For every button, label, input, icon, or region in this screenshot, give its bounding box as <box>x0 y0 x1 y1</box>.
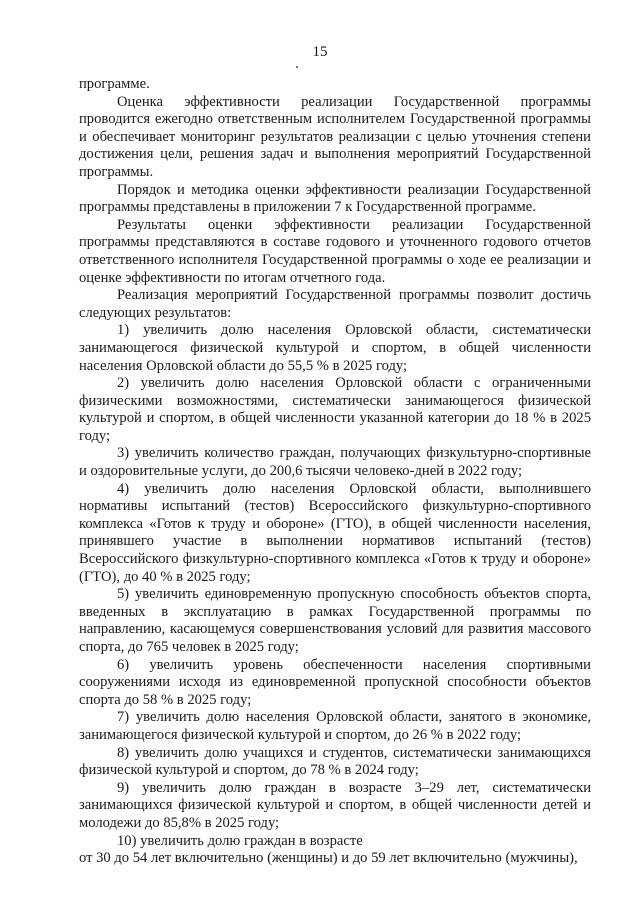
paragraph-expected-results-intro: Реализация мероприятий Государственной программы позволит достичь следующих результатов: <box>79 287 591 321</box>
list-item-8: 8) увеличить долю учащихся и студентов, систематически занимающихся физической культурой и спортом, до 78 % в 2024 году; <box>79 744 591 779</box>
list-item-10-continuation: от 30 до 54 лет включительно (женщины) и до 59 лет включительно (мужчины), <box>79 850 578 867</box>
list-item-1: 1) увеличить долю населения Орловской области, систематически занимающегося физической культурой и спортом, в общей численности населения Орловской области до 55,5 % в 2025 году; <box>79 322 591 374</box>
page-number: 15 <box>312 44 328 60</box>
list-item-3: 3) увеличить количество граждан, получающих физкультурно-спортивные и оздоровительные услуги, до 200,6 тысячи человеко-дней в 2022 году; <box>79 445 591 480</box>
list-item-4: 4) увеличить долю населения Орловской области, выполнившего нормативы испытаний (тестов) Всероссийского физкультурно-спортивного комплекса «Готов к труду и обороне» (ГТО), в общей численности населения, принявшего участие в выполнении нормативов испытаний (тестов) Всероссийского физкультурно-спортивного комплекса «Готов к труду и обороне» (ГТО), до 40 % в 2025 году; <box>79 480 591 585</box>
paragraph-continuation: программе. <box>79 76 150 92</box>
paragraph-evaluation: Оценка эффективности реализации Государственной программы проводится ежегодно ответственным исполнителем Государственной программы и обеспечивает мониторинг результатов реализации с целью уточнения степени достижения цели, решения задач и выполнения мероприятий Государственной программы. <box>79 93 591 180</box>
body-text <box>79 76 591 868</box>
list-item-2: 2) увеличить долю населения Орловской области с ограниченными физическими возможностями, систематически занимающегося физической культурой и спортом, в общей численности указанной категории до 18 % в 2025 году; <box>79 375 591 444</box>
list-item-6: 6) увеличить уровень обеспеченности населения спортивными сооружениями исходя из единовременной пропускной способности объектов спорта до 58 % в 2025 году; <box>79 656 591 708</box>
list-item-10: 10) увеличить долю граждан в возрасте <box>117 832 363 849</box>
paragraph-methodology: Порядок и методика оценки эффективности реализации Государственной программы представлены в приложении 7 к Государственной программе. <box>79 181 591 216</box>
paragraph-results-reporting: Результаты оценки эффективности реализации Государственной программы представляются в составе годового и уточненного годового отчетов ответственного исполнителя Государственной программы о ходе ее реализации и оценке эффективности по итогам отчетного года. <box>79 216 591 286</box>
list-item-9: 9) увеличить долю граждан в возрасте 3–29 лет, систематически занимающихся физической культурой и спортом, в общей численности детей и молодежи до 85,8% в 2025 году; <box>79 779 591 831</box>
list-item-7: 7) увеличить долю населения Орловской области, занятого в экономике, занимающегося физической культурой и спортом, до 26 % в 2022 году; <box>79 709 591 743</box>
scan-speck <box>296 66 298 68</box>
list-item-5: 5) увеличить единовременную пропускную способность объектов спорта, введенных в эксплуатацию в рамках Государственной программы по направлению, касающемуся совершенствования условий для развития массового спорта, до 765 человек в 2025 году; <box>79 586 591 655</box>
